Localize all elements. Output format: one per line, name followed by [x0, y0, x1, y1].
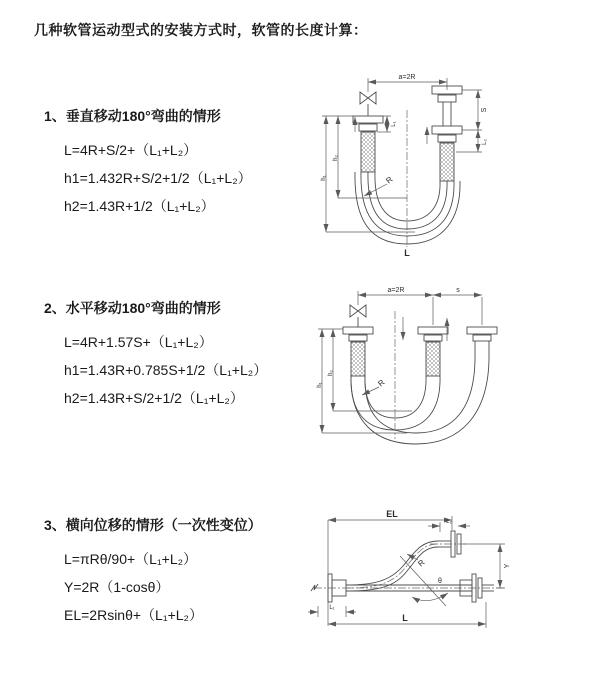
left-pipe-fitting	[353, 116, 383, 172]
formula-length: L=πRθ/90+（L₁+L₂）	[64, 551, 198, 567]
lateral-displacement-diagram	[300, 500, 600, 650]
hose-bend	[351, 353, 489, 444]
formula-h1: h1=1.43R+0.785S+1/2（L₁+L₂）	[64, 362, 268, 378]
dim-label-fit1: L₁	[329, 605, 335, 611]
dim-label-fit2: L₂	[482, 139, 488, 145]
dim-label-angle: θ	[438, 578, 442, 585]
dim-length	[328, 602, 486, 628]
dim-label-el: EL	[386, 509, 398, 519]
dim-label-length: L	[402, 613, 408, 623]
movement-arrows	[403, 317, 447, 341]
section-1-heading: 1、垂直移动180°弯曲的情形	[44, 108, 221, 124]
formula-length: L=4R+S/2+（L₁+L₂）	[64, 142, 198, 158]
dim-label-h1: h₁	[321, 175, 327, 181]
dim-fit2	[428, 519, 470, 532]
middle-pipe-fitting	[418, 327, 448, 376]
dim-stroke	[456, 90, 488, 152]
right-pipe-fitting	[432, 86, 462, 181]
horizontal-bend-diagram	[312, 283, 597, 453]
dim-label-span: a=2R	[398, 74, 416, 81]
dim-label-radius: R	[416, 557, 427, 569]
section-2-heading: 2、水平移动180°弯曲的情形	[44, 300, 221, 316]
dim-fit1	[377, 116, 397, 132]
center-line	[311, 544, 506, 591]
dim-span	[368, 74, 447, 92]
valve-icon	[360, 92, 376, 116]
dim-label-h1: h₁	[317, 382, 323, 388]
dim-label-h2: h₂	[333, 155, 339, 161]
formula-h2: h2=1.43R+S/2+1/2（L₁+L₂）	[64, 390, 244, 406]
radius-leader	[407, 554, 427, 568]
left-pipe-fitting	[343, 327, 373, 376]
dim-label-fit2: L₂	[446, 519, 452, 525]
section-3-heading: 3、横向位移的情形（一次性变位）	[44, 517, 262, 533]
dim-label-span: a=2R	[387, 287, 405, 294]
dim-label-stroke: s	[456, 287, 460, 294]
page-title: 几种软管运动型式的安装方式时，软管的长度计算：	[34, 22, 368, 38]
dim-label-length: L	[404, 248, 410, 258]
pipe-break-mark	[311, 584, 318, 591]
dim-label-offset-y: Y	[504, 563, 511, 569]
section-1	[44, 106, 252, 220]
formula-h1: h1=1.432R+S/2+1/2（L₁+L₂）	[64, 170, 252, 186]
vertical-bend-diagram	[310, 66, 582, 262]
dim-el	[328, 509, 452, 626]
formula-h2: h2=1.43R+1/2（L₁+L₂）	[64, 198, 215, 214]
hose-bend	[355, 172, 460, 244]
dim-fit1	[308, 605, 356, 617]
dim-offset-y	[463, 544, 511, 588]
dim-label-radius: R	[376, 377, 387, 389]
dim-label-stroke: S	[481, 107, 488, 113]
formula-el: EL=2Rsinθ+（L₁+L₂）	[64, 607, 203, 623]
dim-label-radius: R	[384, 174, 395, 186]
formula-y: Y=2R（1-cosθ）	[64, 579, 170, 595]
right-pipe-fitting	[467, 327, 497, 353]
dim-label-h2: h₂	[328, 370, 334, 376]
dim-span	[358, 287, 482, 295]
section-2	[44, 298, 267, 412]
center-line	[358, 291, 482, 439]
formula-length: L=4R+1.57S+（L₁+L₂）	[64, 334, 213, 350]
section-3	[44, 515, 262, 629]
valve-icon	[350, 305, 366, 327]
dim-label-fit1: L₁	[391, 121, 397, 127]
